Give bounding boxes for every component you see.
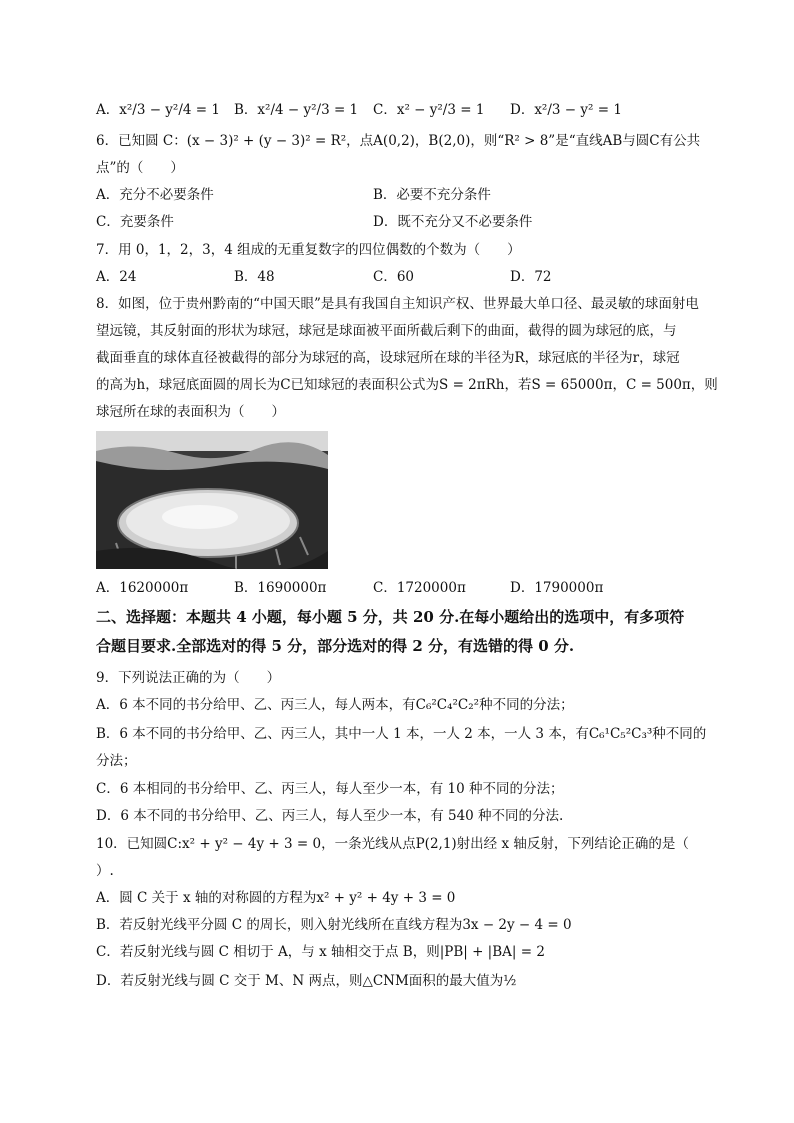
q8-option-b: B．1690000π xyxy=(234,580,327,596)
q8-option-c: C．1720000π xyxy=(373,580,466,596)
q9-option-d: D．6 本不同的书分给甲、乙、丙三人，每人至少一本，有 540 种不同的分法. xyxy=(96,808,564,824)
q7-option-d: D．72 xyxy=(510,269,552,285)
q10-stem-line1: 10．已知圆C:x² + y² − 4y + 3 = 0，一条光线从点P(2,1)射出经 x 轴反射，下列结论正确的是（ xyxy=(96,836,689,852)
q7-stem: 7．用 0，1，2，3，4 组成的无重复数字的四位偶数的个数为（ ） xyxy=(96,242,521,258)
section2-heading-line1: 二、选择题：本题共 4 小题，每小题 5 分，共 20 分.在每小题给出的选项中，有多项符 xyxy=(96,608,685,626)
q8-stem-line3: 截面垂直的球体直径被截得的部分为球冠的高，设球冠所在球的半径为R，球冠底的半径为r，球冠 xyxy=(96,350,680,366)
q8-option-a: A．1620000π xyxy=(96,580,189,596)
q9-stem: 9．下列说法正确的为（ ） xyxy=(96,670,281,686)
q8-stem-line2: 望远镜，其反射面的形状为球冠，球冠是球面被平面所截后剩下的曲面，截得的圆为球冠的底，与 xyxy=(96,323,677,339)
q5-option-d: D．x²/3 − y² = 1 xyxy=(510,102,622,118)
section2-heading-line2: 合题目要求.全部选对的得 5 分，部分选对的得 2 分，有选错的得 0 分. xyxy=(96,637,575,655)
q9-option-b-line1: B．6 本不同的书分给甲、乙、丙三人，其中一人 1 本，一人 2 本，一人 3 本，有C₆¹C₅²C₃³种不同的 xyxy=(96,726,707,742)
q10-option-c: C．若反射光线与圆 C 相切于 A，与 x 轴相交于点 B，则|PB| + |BA| = 2 xyxy=(96,944,545,960)
q9-option-c: C．6 本相同的书分给甲、乙、丙三人，每人至少一本，有 10 种不同的分法； xyxy=(96,781,564,797)
q7-option-c: C．60 xyxy=(373,269,415,285)
q6-option-a: A．充分不必要条件 xyxy=(96,187,214,203)
telescope-photo xyxy=(96,431,328,569)
q8-stem-line4: 的高为h，球冠底面圆的周长为C已知球冠的表面积公式为S = 2πRh，若S = 65000π，C = 500π，则 xyxy=(96,377,718,393)
q10-option-a: A．圆 C 关于 x 轴的对称圆的方程为x² + y² + 4y + 3 = 0 xyxy=(96,890,456,906)
q8-stem-line5: 球冠所在球的表面积为（ ） xyxy=(96,404,285,420)
q7-option-a: A．24 xyxy=(96,269,137,285)
q5-option-a: A．x²/3 − y²/4 = 1 xyxy=(96,102,220,118)
telescope-photo-svg xyxy=(96,431,328,569)
q10-option-b: B．若反射光线平分圆 C 的周长，则入射光线所在直线方程为3x − 2y − 4 = 0 xyxy=(96,917,572,933)
q7-option-b: B．48 xyxy=(234,269,275,285)
q5-option-c: C．x² − y²/3 = 1 xyxy=(373,102,485,118)
q5-option-b: B．x²/4 − y²/3 = 1 xyxy=(234,102,359,118)
q8-stem-line1: 8．如图，位于贵州黔南的“中国天眼”是具有我国自主知识产权、世界最大单口径、最灵敏的球面射电 xyxy=(96,296,699,312)
q6-option-c: C．充要条件 xyxy=(96,214,174,230)
q10-stem-line2: ）. xyxy=(96,863,114,879)
q9-option-b-line2: 分法； xyxy=(96,753,137,769)
q8-option-d: D．1790000π xyxy=(510,580,604,596)
q6-stem-line2: 点”的（ ） xyxy=(96,160,184,176)
q6-option-b: B．必要不充分条件 xyxy=(373,187,491,203)
q6-stem-line1: 6．已知圆 C：(x − 3)² + (y − 3)² = R²，点A(0,2)，B(2,0)，则“R² > 8”是“直线AB与圆C有公共 xyxy=(96,133,701,149)
q10-option-d: D．若反射光线与圆 C 交于 M、N 两点，则△CNM面积的最大值为½ xyxy=(96,973,517,989)
q6-option-d: D．既不充分又不必要条件 xyxy=(373,214,533,230)
q9-option-a: A．6 本不同的书分给甲、乙、丙三人，每人两本，有C₆²C₄²C₂²种不同的分法； xyxy=(96,697,574,713)
